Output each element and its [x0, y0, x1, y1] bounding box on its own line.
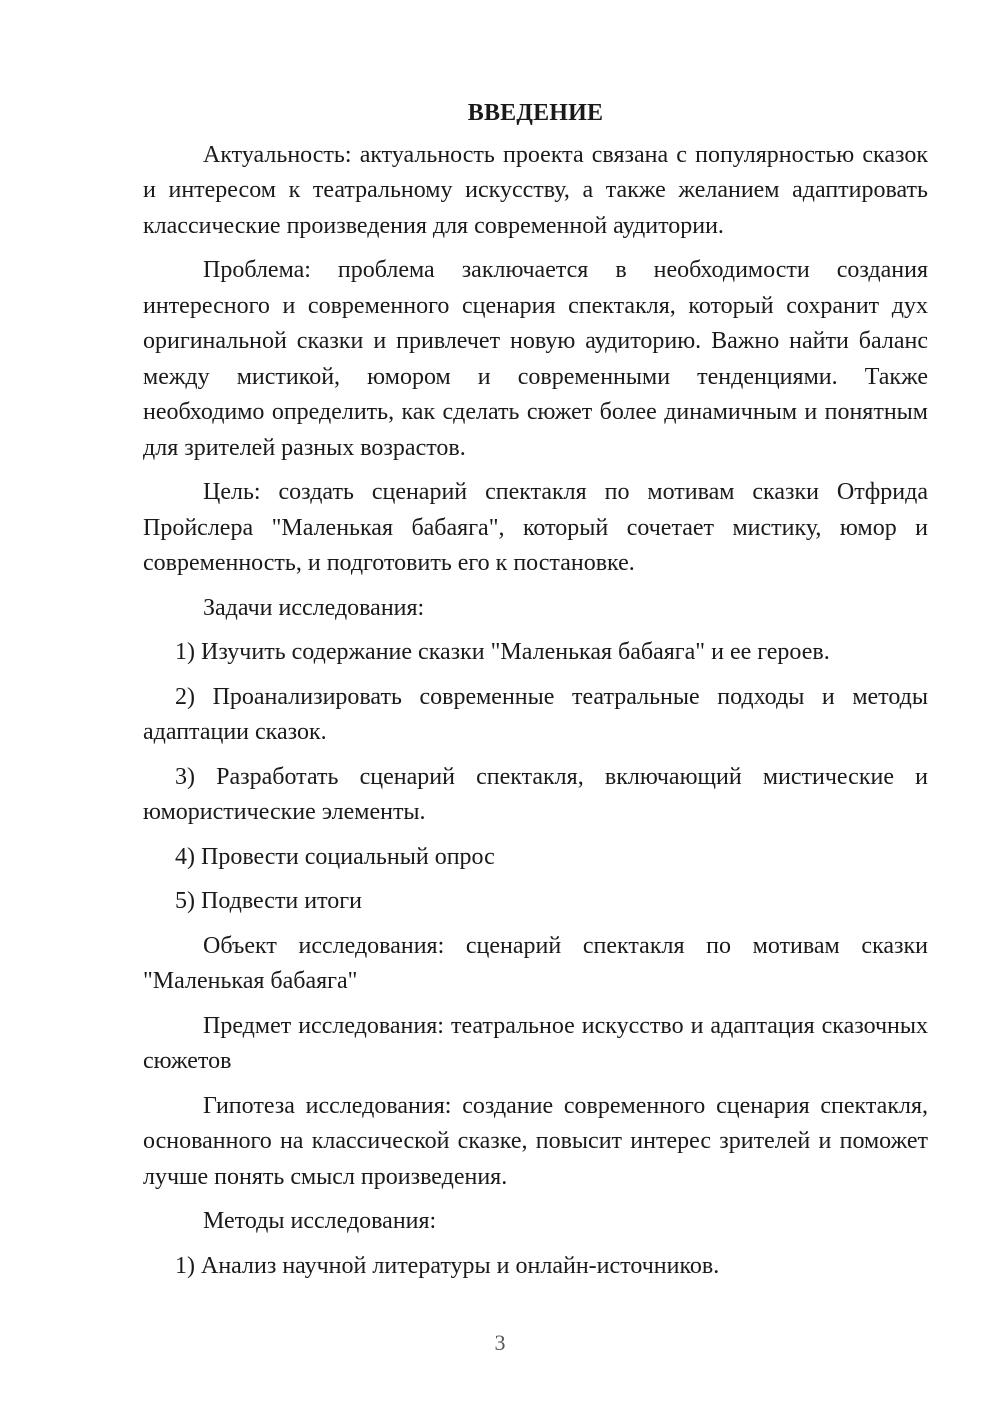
- paragraph-subject: Предмет исследования: театральное искусство и адаптация сказочных сюжетов: [143, 1012, 928, 1074]
- task-item-3: 3) Разработать сценарий спектакля, включающий мистические и юмористические элементы.: [143, 763, 928, 825]
- page-content: [143, 96, 928, 1293]
- method-item-1: 1) Анализ научной литературы и онлайн-источников.: [175, 1252, 720, 1279]
- paragraph-methods-heading: Методы исследования:: [203, 1208, 437, 1234]
- paragraph-tasks-heading: Задачи исследования:: [203, 594, 425, 621]
- page-number: 3: [494, 1330, 506, 1355]
- paragraph-object: Объект исследования: сценарий спектакля по мотивам сказки "Маленькая бабаяга": [143, 932, 928, 994]
- paragraph-relevance: Актуальность: актуальность проекта связана с популярностью сказок и интересом к театральному искусству, а также желанием адаптировать классические произведения для современной аудитории.: [143, 141, 928, 239]
- task-item-4: 4) Провести социальный опрос: [175, 843, 495, 870]
- paragraph-problem: Проблема: проблема заключается в необходимости создания интересного и современного сценария спектакля, который сохранит дух оригинальной сказки и привлечет новую аудиторию. Важно найти баланс между мистикой, юмором и современными тенденциями. Также необходимо определить, как сделать сюжет более динамичным и понятным для зрителей разных возрастов.: [143, 257, 928, 461]
- task-item-1: 1) Изучить содержание сказки "Маленькая бабаяга" и ее героев.: [175, 639, 830, 665]
- task-item-5: 5) Подвести итоги: [175, 888, 362, 914]
- paragraph-hypothesis: Гипотеза исследования: создание современного сценария спектакля, основанного на классической сказке, повысит интерес зрителей и поможет лучше понять смысл произведения.: [143, 1092, 928, 1190]
- section-title: ВВЕДЕНИЕ: [467, 100, 604, 126]
- task-item-2: 2) Проанализировать современные театральные подходы и методы адаптации сказок.: [143, 683, 928, 745]
- paragraph-goal: Цель: создать сценарий спектакля по мотивам сказки Отфрида Пройслера "Маленькая бабаяга", который сочетает мистику, юмор и современность, и подготовить его к постановке.: [143, 479, 928, 576]
